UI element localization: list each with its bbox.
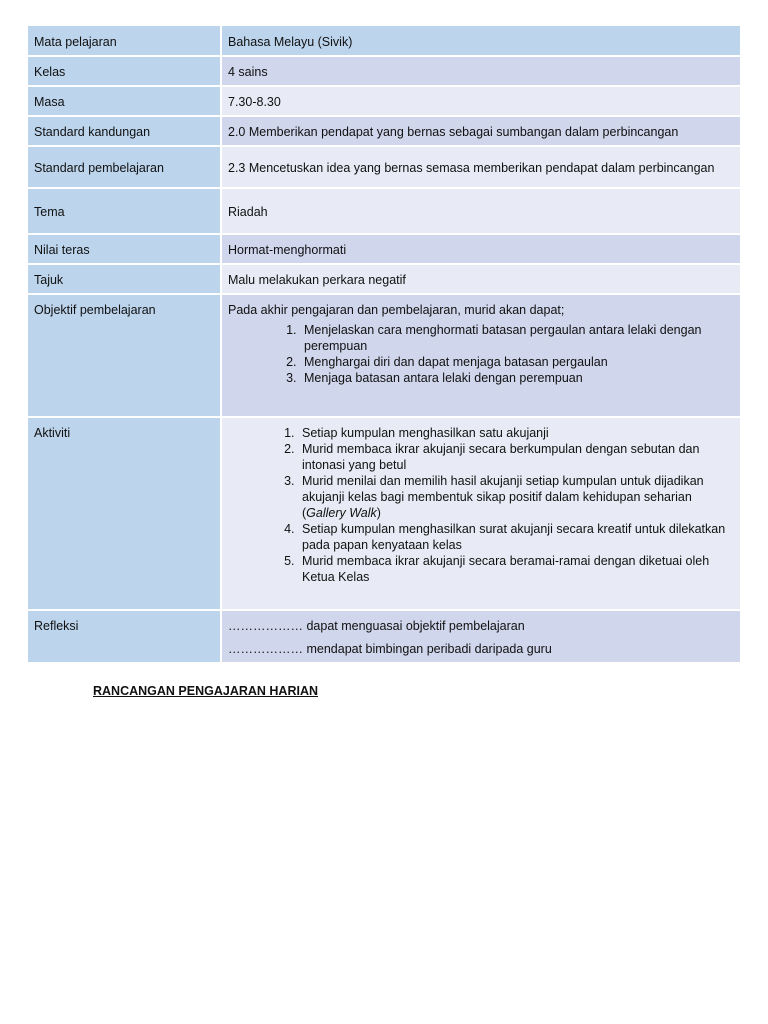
row-value: Riadah	[222, 189, 740, 235]
table-row	[28, 117, 740, 147]
row-label: Tajuk	[28, 265, 222, 295]
list-item: 1. Menjelaskan cara menghormati batasan pergaulan antara lelaki dengan perempuan	[300, 322, 734, 354]
list-item: 3. Menjaga batasan antara lelaki dengan perempuan	[300, 370, 734, 386]
row-value: 2.3 Mencetuskan idea yang bernas semasa memberikan pendapat dalam perbincangan	[222, 147, 740, 189]
row-value: 2.0 Memberikan pendapat yang bernas sebagai sumbangan dalam perbincangan	[222, 117, 740, 147]
row-label: Refleksi	[28, 611, 222, 664]
table-row	[28, 265, 740, 295]
aktiviti-list	[228, 425, 734, 585]
table-row	[28, 26, 740, 57]
list-item: 5. Murid membaca ikrar akujanji secara beramai-ramai dengan diketuai oleh Ketua Kelas	[298, 553, 734, 585]
row-label: Objektif pembelajaran	[28, 295, 222, 418]
refleksi-line: ……………… dapat menguasai objektif pembelajaran	[228, 619, 525, 633]
table-row	[28, 87, 740, 117]
refleksi-line: ……………… mendapat bimbingan peribadi daripada guru	[228, 642, 552, 656]
objektif-content	[222, 295, 740, 418]
table-row	[28, 57, 740, 87]
list-item-text: Murid menilai dan memilih hasil akujanji setiap kumpulan untuk dijadikan akujanji kelas bagi membentuk sikap positif dalam kehidupan seharian (	[302, 474, 704, 520]
list-item	[298, 473, 734, 521]
table-row	[28, 147, 740, 189]
list-item: 2. Murid membaca ikrar akujanji secara berkumpulan dengan sebutan dan intonasi yang betul	[298, 441, 734, 473]
row-value: 7.30-8.30	[222, 87, 740, 117]
row-value: Hormat-menghormati	[222, 235, 740, 265]
gallery-walk-text: Gallery Walk	[306, 506, 377, 520]
document-title: RANCANGAN PENGAJARAN HARIAN	[93, 684, 319, 698]
row-label: Aktiviti	[28, 418, 222, 611]
table-row	[28, 189, 740, 235]
row-label: Mata pelajaran	[28, 26, 222, 57]
table-row	[28, 235, 740, 265]
list-item: 2. Menghargai diri dan dapat menjaga batasan pergaulan	[300, 354, 734, 370]
row-label: Kelas	[28, 57, 222, 87]
list-item: 4. Setiap kumpulan menghasilkan surat akujanji secara kreatif untuk dilekatkan pada papan kenyataan kelas	[298, 521, 734, 553]
refleksi-row	[28, 611, 740, 664]
row-label: Tema	[28, 189, 222, 235]
row-value: 4 sains	[222, 57, 740, 87]
objektif-row	[28, 295, 740, 418]
row-value: Malu melakukan perkara negatif	[222, 265, 740, 295]
refleksi-content	[222, 611, 740, 664]
row-label: Nilai teras	[28, 235, 222, 265]
aktiviti-row	[28, 418, 740, 611]
row-value: Bahasa Melayu (Sivik)	[222, 26, 740, 57]
row-label: Standard kandungan	[28, 117, 222, 147]
row-label: Masa	[28, 87, 222, 117]
list-item: 1. Setiap kumpulan menghasilkan satu akujanji	[298, 425, 734, 441]
objektif-intro: Pada akhir pengajaran dan pembelajaran, murid akan dapat;	[228, 303, 565, 317]
list-item-close: )	[376, 506, 381, 520]
lesson-plan-table	[28, 26, 740, 664]
objektif-list	[228, 322, 734, 386]
aktiviti-content	[222, 418, 740, 611]
row-label: Standard pembelajaran	[28, 147, 222, 189]
